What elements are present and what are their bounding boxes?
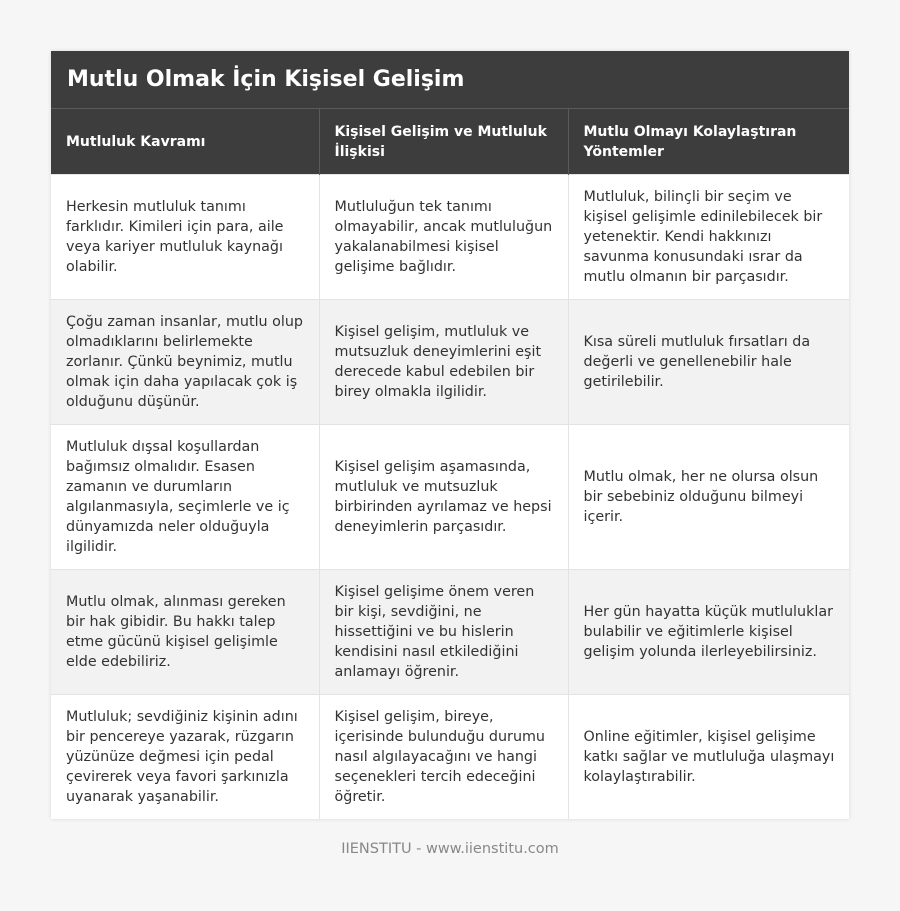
table-card — [51, 51, 849, 819]
table-cell: Kişisel gelişim aşamasında, mutluluk ve mutsuzluk birbirinden ayrılamaz ve hepsi deneyimlerin parçasıdır. — [319, 425, 568, 570]
table-cell: Kişisel gelişime önem veren bir kişi, sevdiğini, ne hissettiğini ve bu hislerin kendisini nasıl etkilediğini anlamayı öğrenir. — [319, 570, 568, 695]
table-cell: Mutluluk, bilinçli bir seçim ve kişisel gelişimle edinilebilecek bir yetenektir. Kendi hakkınızı savunma konusundaki ısrar da mutlu olmanın bir parçasıdır. — [568, 175, 849, 300]
table-cell: Kısa süreli mutluluk fırsatları da değerli ve genellenebilir hale getirilebilir. — [568, 300, 849, 425]
table-cell: Çoğu zaman insanlar, mutlu olup olmadıklarını belirlemekte zorlanır. Çünkü beynimiz, mutlu olmak için daha yapılacak çok iş olduğunu düşünür. — [51, 300, 319, 425]
table-title: Mutlu Olmak İçin Kişisel Gelişim — [51, 51, 849, 109]
table-cell: Her gün hayatta küçük mutluluklar bulabilir ve eğitimlerle kişisel gelişim yolunda ilerleyebilirsiniz. — [568, 570, 849, 695]
table-row — [51, 570, 849, 695]
data-table — [51, 109, 849, 819]
table-cell: Kişisel gelişim, bireye, içerisinde bulunduğu durumu nasıl algılayacağını ve hangi seçenekleri tercih edeceğini öğretir. — [319, 695, 568, 820]
table-row — [51, 175, 849, 300]
table-cell: Herkesin mutluluk tanımı farklıdır. Kimileri için para, aile veya kariyer mutluluk kaynağı olabilir. — [51, 175, 319, 300]
table-cell: Mutluluğun tek tanımı olmayabilir, ancak mutluluğun yakalanabilmesi kişisel gelişime bağlıdır. — [319, 175, 568, 300]
column-header: Kişisel Gelişim ve Mutluluk İlişkisi — [319, 109, 568, 175]
table-cell: Mutlu olmak, alınması gereken bir hak gibidir. Bu hakkı talep etme gücünü kişisel gelişimle elde edebiliriz. — [51, 570, 319, 695]
column-header: Mutlu Olmayı Kolaylaştıran Yöntemler — [568, 109, 849, 175]
table-cell: Mutluluk; sevdiğiniz kişinin adını bir pencereye yazarak, rüzgarın yüzünüze değmesi için pedal çevirerek veya favori şarkınızla uyanarak yaşanabilir. — [51, 695, 319, 820]
footer-credit: IIENSTITU - www.iienstitu.com — [341, 841, 559, 857]
table-row — [51, 695, 849, 820]
table-cell: Online eğitimler, kişisel gelişime katkı sağlar ve mutluluğa ulaşmayı kolaylaştırabilir. — [568, 695, 849, 820]
table-row — [51, 425, 849, 570]
header-row — [51, 109, 849, 175]
table-cell: Mutluluk dışsal koşullardan bağımsız olmalıdır. Esasen zamanın ve durumların algılanmasıyla, seçimlerle ve iç dünyamızda neler olduğuyla ilgilidir. — [51, 425, 319, 570]
table-cell: Mutlu olmak, her ne olursa olsun bir sebebiniz olduğunu bilmeyi içerir. — [568, 425, 849, 570]
column-header: Mutluluk Kavramı — [51, 109, 319, 175]
table-cell: Kişisel gelişim, mutluluk ve mutsuzluk deneyimlerini eşit derecede kabul edebilen bir birey olmakla ilgilidir. — [319, 300, 568, 425]
table-row — [51, 300, 849, 425]
